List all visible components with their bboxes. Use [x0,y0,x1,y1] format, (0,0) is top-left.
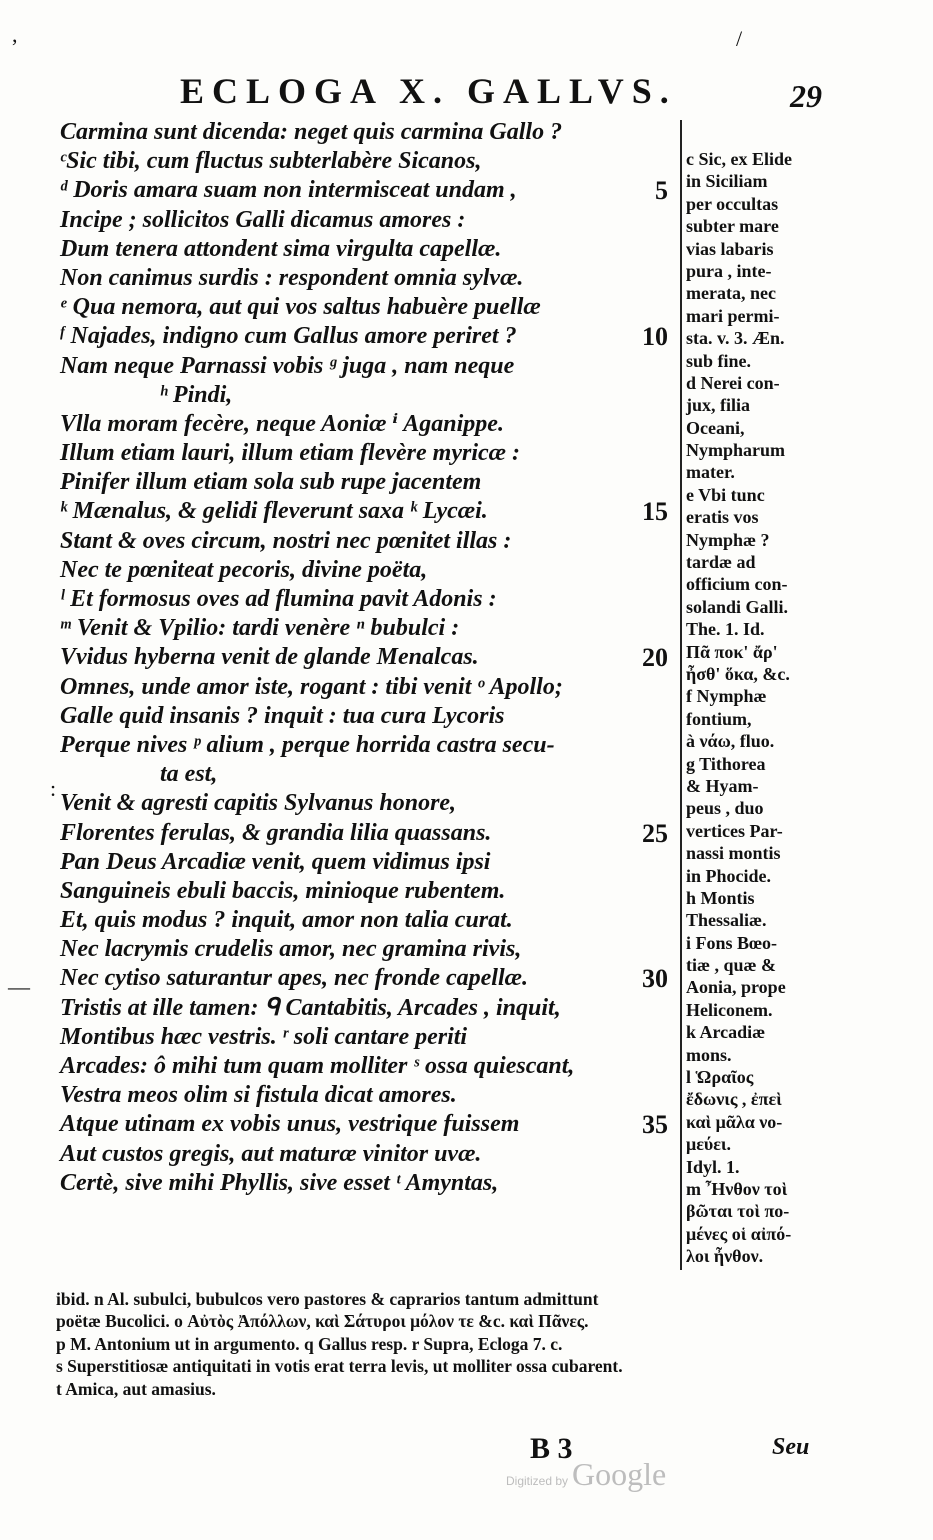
verse-text: Vvidus hyberna venit de glande Menalcas. [60,644,479,671]
ink-mark: / [736,26,743,51]
marginal-note-line: eratis vos [686,507,759,528]
verse-text: Non canimus surdis : respondent omnia sylvæ. [60,264,524,291]
marginal-note-line: mari permi- [686,305,780,326]
verse-text: Florentes ferulas, & grandia lilia quassans. [60,819,492,846]
ink-mark: : [50,776,57,801]
marginal-note-line: ἦσθ' ὅκα, &c. [686,663,790,684]
marginal-note-line: The. 1. Id. [686,619,765,640]
verse-line [60,322,668,351]
footnotes [56,1288,826,1400]
verse-line [60,789,668,818]
verse-line [60,819,668,848]
line-number: 25 [642,818,668,848]
footnote-line: s Superstitiosæ antiquitati in votis erat terra levis, ut molliter ossa cubarent. [56,1356,623,1377]
verse-line [60,1052,668,1081]
verse-line [60,468,668,497]
verse-text: Galle quid insanis ? inquit : tua cura Lycoris [60,702,505,729]
marginal-note-line: Oceani, [686,417,745,438]
verse-text: Sanguineis ebuli baccis, minioque rubentem. [60,877,506,904]
verse-text: Omnes, unde amor iste, rogant : tibi venit ᵒ Apollo; [60,673,563,700]
verse-line [60,147,668,176]
verse-line [60,1110,668,1139]
footnote-line: p M. Antonium ut in argumento. q Gallus resp. r Supra, Ecloga 7. c. [56,1333,563,1354]
verse-text: Nec lacrymis crudelis amor, nec gramina rivis, [60,936,522,963]
catchword: Seu [772,1434,810,1460]
marginal-note-line: Nymphæ ? [686,529,770,550]
footnote-line: ibid. n Al. subulci, bubulcos vero pastores & caprarios tantum admittunt [56,1289,599,1309]
marginal-note-line: tardæ ad [686,552,756,573]
marginal-note-line: καὶ μᾶλα νο- [686,1111,783,1132]
marginal-notes [686,148,826,1268]
marginal-note-line: peus , duo [686,798,764,819]
marginal-note-line: solandi Galli. [686,596,789,617]
verse-text: Pinifer illum etiam sola sub rupe jacentem [60,469,482,496]
marginal-note-line: μένες οἱ αἰπό- [686,1223,792,1244]
verse-line [60,906,668,935]
ink-mark: , [12,22,18,47]
marginal-note-line: Aonia, prope [686,977,786,998]
marginal-note-line: mater. [686,462,735,483]
marginal-note-line: βῶται τοὶ πο- [686,1201,790,1222]
verse-line [60,176,668,205]
verse-text: Atque utinam ex vobis unus, vestrique fuissem [60,1111,520,1138]
marginal-note-line: tiæ , quæ & [686,955,777,976]
footnote-line: poëtæ Bucolici. o Αὐτὸς Ἀπόλλων, καὶ Σάτυροι μόλον τε &c. καὶ Πᾶνες. [56,1311,589,1332]
marginal-note-line: d Nerei con- [686,372,780,393]
verse-line [60,848,668,877]
verse-text: Carmina sunt dicenda: neget quis carmina Gallo ? [60,119,563,145]
marginal-note-line: l Ὡραῖος [686,1067,754,1088]
verse-line [60,1169,668,1198]
marginal-note-line: pura , inte- [686,260,772,281]
verse-text: ᵉ Qua nemora, aut qui vos saltus habuère puellæ [60,294,541,321]
verse-line [60,760,668,789]
verse-line [60,1023,668,1052]
marginal-note-line: h Montis [686,887,755,908]
verse-text: Et, quis modus ? inquit, amor non talia curat. [60,907,513,934]
verse-text: Aut custos gregis, aut maturæ vinitor uvæ. [60,1140,482,1167]
verse-line [60,556,668,585]
column-divider [680,120,682,1270]
marginal-note-line: μεύει. [686,1134,732,1155]
verse-line [60,994,668,1023]
marginal-note-line: c Sic, ex Elide [686,149,792,169]
marginal-note-line: m Ἦνθον τοὶ [686,1178,788,1199]
verse-text: Nam neque Parnassi vobis ᵍ juga , nam neque [60,352,515,379]
page-number: 29 [790,78,822,114]
marginal-note-line: per occultas [686,193,779,214]
watermark-brand: Google [572,1456,667,1492]
ink-mark: — [8,974,30,999]
marginal-note-line: fontium, [686,708,752,729]
marginal-note-line: i Fons Bœo- [686,932,778,953]
marginal-note-line: mons. [686,1044,732,1065]
verse-text: ta est, [160,761,218,788]
marginal-note-line: Πᾶ ποκ' ἄρ' [686,641,778,662]
verse-line [60,585,668,614]
verse-text: Arcades: ô mihi tum quam molliter ˢ ossa quiescant, [60,1053,575,1079]
verse-text: Illum etiam lauri, illum etiam flevère myricæ : [60,440,520,467]
marginal-note-line: nassi montis [686,843,781,864]
verse-text: Dum tenera attondent sima virgulta capellæ. [60,235,502,262]
marginal-note-line: λοι ἦνθον. [686,1246,764,1267]
verse-text: Nec te pœniteat pecoris, divine poëta, [60,556,428,583]
marginal-note-line: vertices Par- [686,820,783,841]
marginal-note-line: sta. v. 3. Æn. [686,328,785,349]
verse-line [60,118,668,147]
marginal-note-line: Heliconem. [686,999,773,1020]
verse-line [60,643,668,672]
marginal-note-line: vias labaris [686,238,774,259]
verse-text: Tristis at ille tamen: ᑫ Cantabitis, Arcades , inquit, [60,994,561,1021]
verse-line [60,702,668,731]
marginal-note-line: in Siciliam [686,171,768,192]
marginal-note-line: merata, nec [686,283,776,304]
marginal-note-line: g Tithorea [686,753,766,774]
verse-text: Vlla moram fecère, neque Aoniæ ⁱ Aganippe. [60,410,504,437]
verse-text: ʰ Pindi, [160,381,233,408]
verse-text: Certè, sive mihi Phyllis, sive esset ᵗ Amyntas, [60,1169,499,1196]
verse-line [60,235,668,264]
marginal-note-line: in Phocide. [686,865,772,886]
verse-text: Pan Deus Arcadiæ venit, quem vidimus ipsi [60,848,491,875]
poem-text [60,118,668,1198]
marginal-note-line: Idyl. 1. [686,1156,740,1177]
signature-mark: B 3 [530,1432,573,1465]
marginal-note-line: e Vbi tunc [686,484,765,505]
line-number: 35 [642,1110,668,1140]
verse-text: Stant & oves circum, nostri nec pœnitet illas : [60,527,512,554]
marginal-note-line: jux, filia [686,395,751,416]
google-watermark [506,1456,666,1493]
verse-text: Perque nives ᵖ alium , perque horrida castra secu- [60,731,555,758]
line-number: 30 [642,964,668,994]
verse-line [60,497,668,526]
marginal-note-line: f Nymphæ [686,686,767,707]
verse-line [60,935,668,964]
marginal-note-line: sub fine. [686,350,752,371]
verse-text: Vestra meos olim si fistula dicat amores. [60,1082,457,1109]
verse-text: ᵏ Mænalus, & gelidi fleverunt saxa ᵏ Lycæi. [60,498,488,525]
line-number: 5 [655,176,668,206]
verse-text: ᵈ Doris amara suam non intermisceat undam , [60,177,517,204]
verse-line [60,352,668,381]
verse-line [60,877,668,906]
verse-text: Montibus hæc vestris. ʳ soli cantare periti [60,1023,468,1050]
marginal-note-line: & Hyam- [686,775,759,796]
marginal-note-line: à νάω, fluo. [686,731,775,752]
verse-line [60,1081,668,1110]
line-number: 15 [642,497,668,527]
verse-text: ᵐ Venit & Vpilio: tardi venère ⁿ bubulci : [60,615,460,642]
watermark-prefix: Digitized by [506,1474,569,1488]
verse-text: Incipe ; sollicitos Galli dicamus amores : [60,206,466,233]
verse-line [60,527,668,556]
verse-line [60,1140,668,1169]
verse-line [60,439,668,468]
marginal-note-line: officium con- [686,574,788,595]
verse-text: ᶠ Najades, indigno cum Gallus amore periret ? [60,323,517,350]
marginal-note-line: ἔδωνις , ἐπεὶ [686,1089,782,1110]
line-number: 20 [642,643,668,673]
verse-text: ˡ Et formosus oves ad flumina pavit Adonis : [60,586,497,612]
verse-text: Venit & agresti capitis Sylvanus honore, [60,790,457,817]
verse-line [60,673,668,702]
marginal-note-line: Thessaliæ. [686,910,767,931]
verse-line [60,264,668,293]
verse-line [60,614,668,643]
marginal-note-line: subter mare [686,216,779,237]
verse-line [60,410,668,439]
running-header: ECLOGA X. GALLVS. [180,71,677,111]
verse-text: Nec cytiso saturantur apes, nec fronde capellæ. [60,965,528,992]
verse-line [60,964,668,993]
marginal-note-line: Nympharum [686,440,786,461]
footnote-line: t Amica, aut amasius. [56,1378,216,1399]
line-number: 10 [642,322,668,352]
verse-line [60,731,668,760]
verse-line [60,206,668,235]
verse-line [60,381,668,410]
verse-line [60,293,668,322]
marginal-note-line: k Arcadiæ [686,1022,766,1043]
verse-text: ᶜSic tibi, cum fluctus subterlabère Sicanos, [60,148,482,175]
